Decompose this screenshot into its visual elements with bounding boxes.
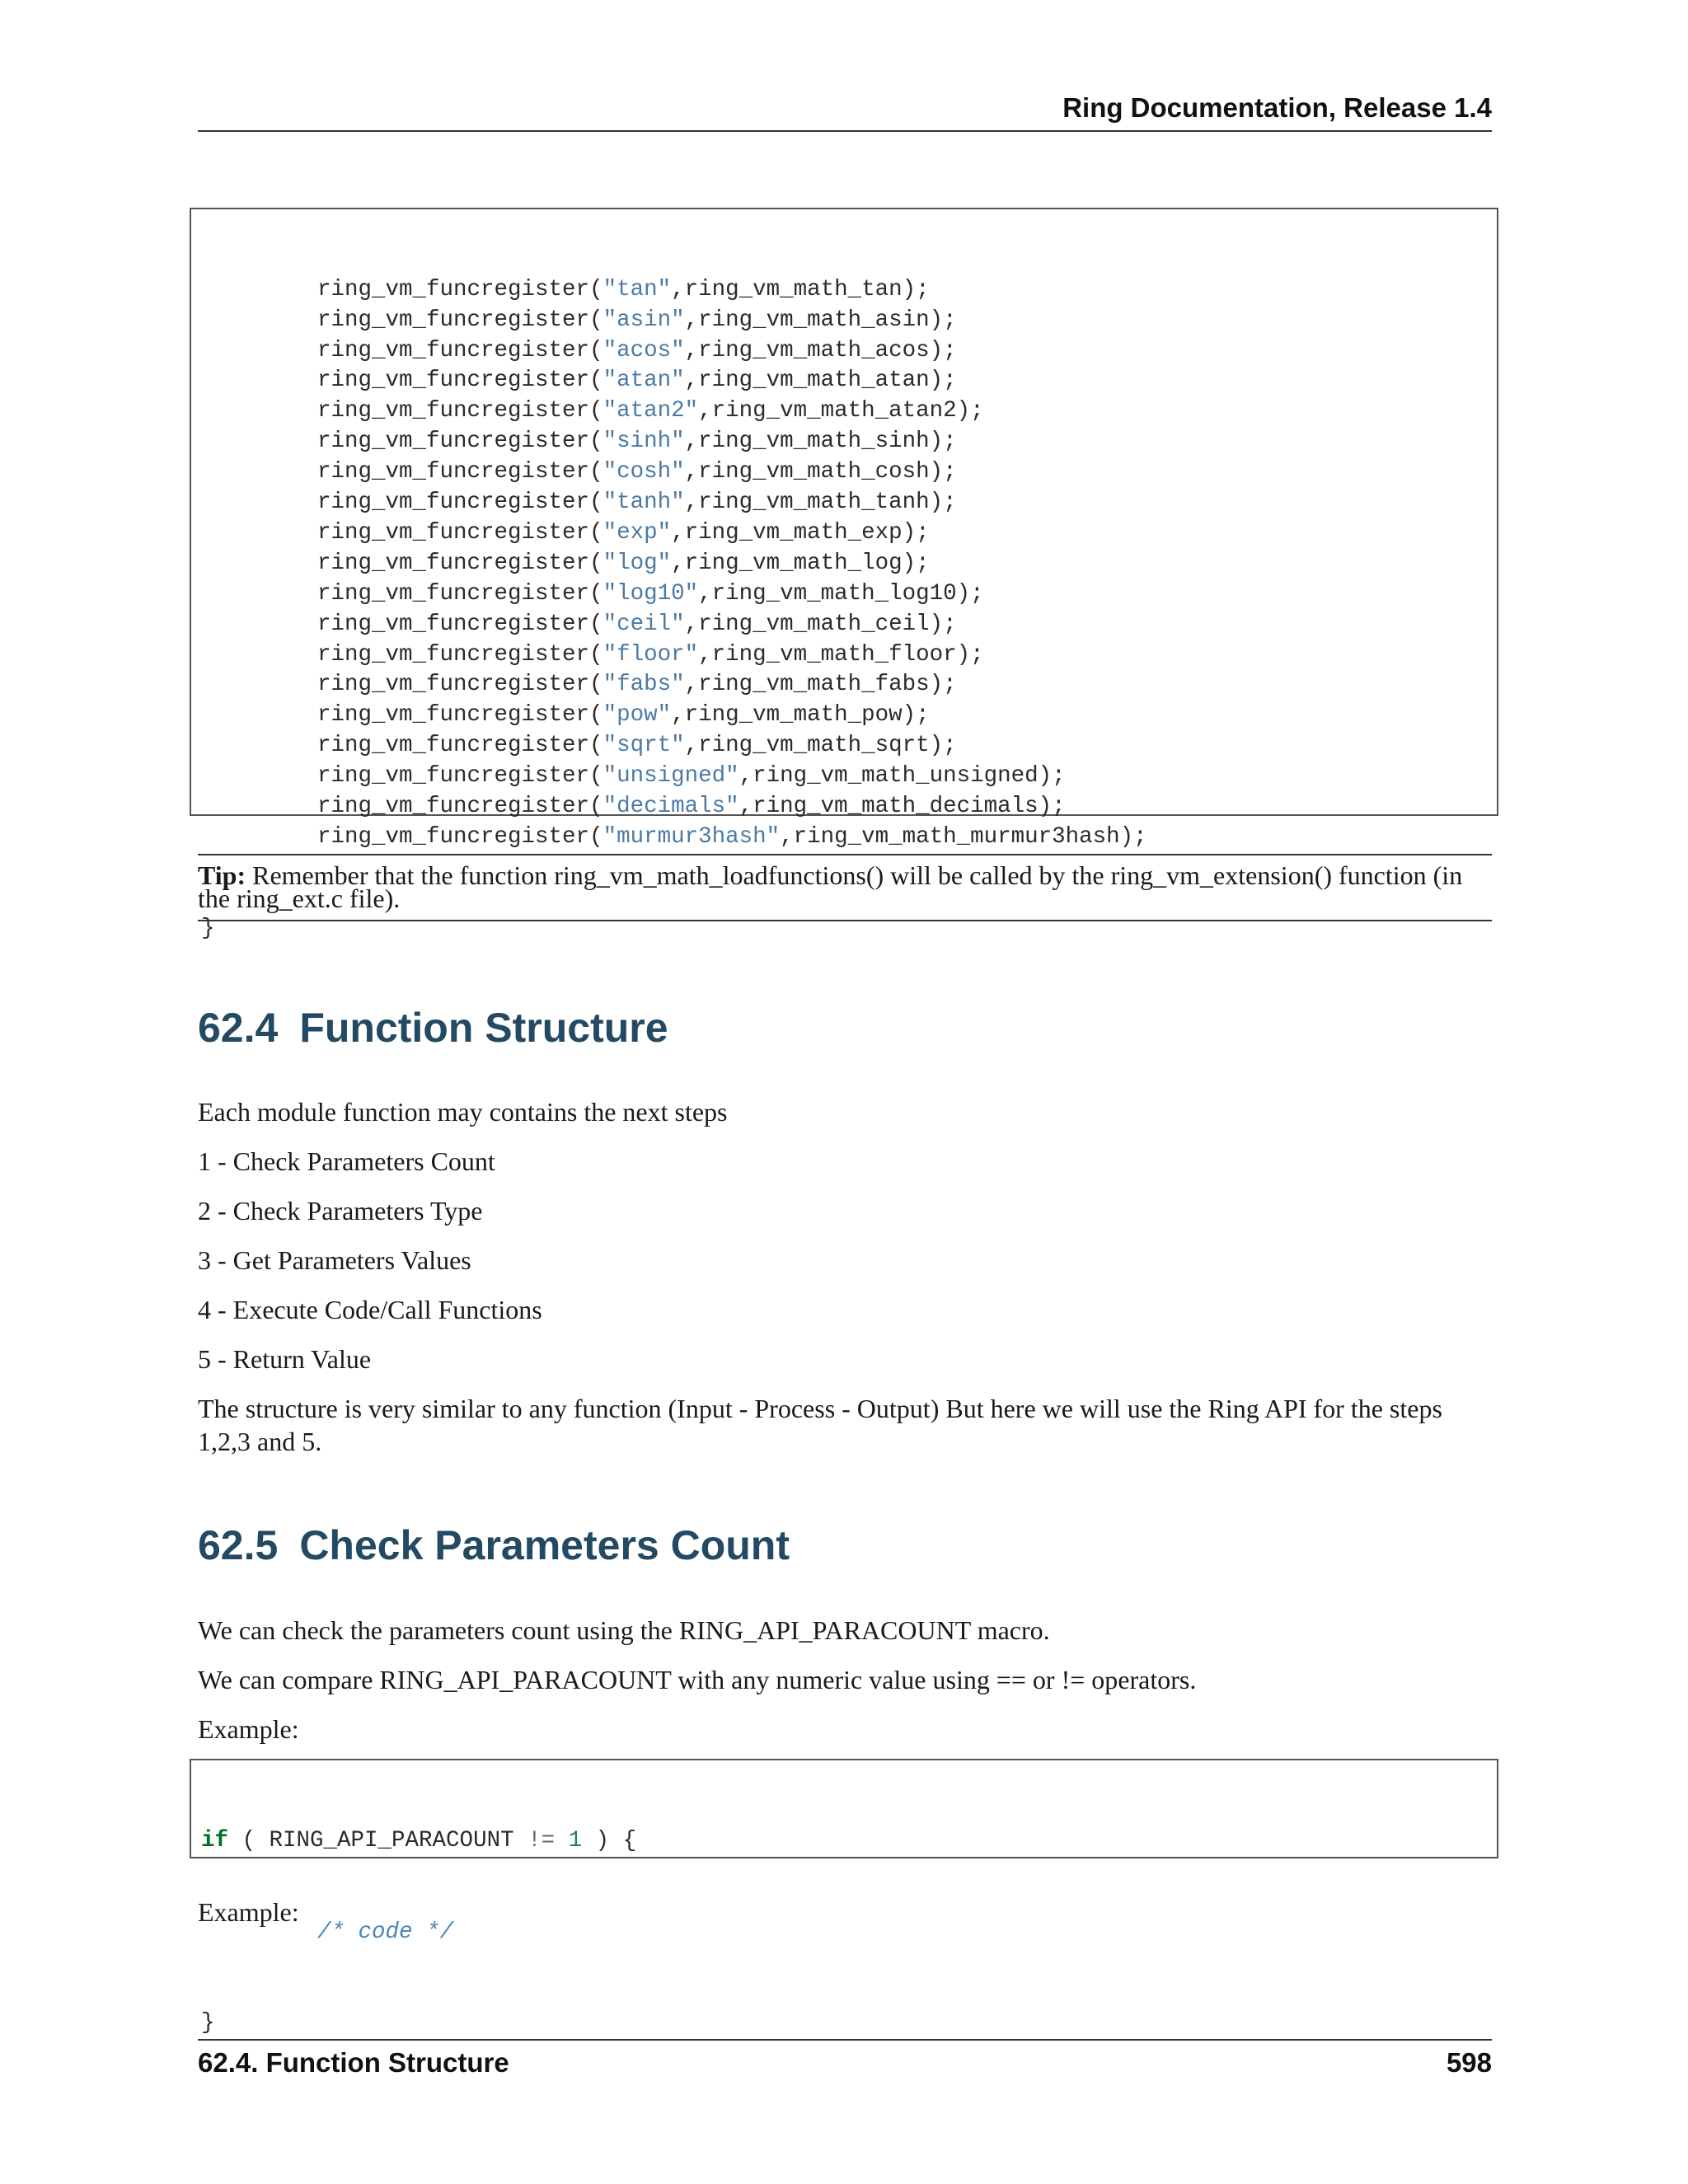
code-text: ring_vm_funcregister( [317, 702, 603, 729]
code-line [201, 457, 1497, 488]
code-text: ring_vm_funcregister( [317, 398, 603, 424]
section-heading-62-4 [198, 1004, 668, 1052]
footer-page-number: 598 [1446, 2047, 1492, 2078]
tip-admonition [198, 854, 1492, 921]
code-string: "sinh" [603, 429, 685, 455]
code-text: ring_vm_funcregister( [317, 611, 603, 637]
code-text: ring_vm_funcregister( [317, 763, 603, 790]
code-line-if [201, 1826, 1497, 1857]
code-line [201, 670, 1497, 701]
example-label: Example: [198, 1897, 299, 1927]
code-lines [201, 275, 1497, 853]
code-operator: != [528, 1827, 556, 1854]
code-comment: /* code */ [317, 1919, 454, 1945]
code-text: ,ring_vm_math_murmur3hash); [780, 823, 1147, 850]
step-item: 1 - Check Parameters Count [198, 1146, 495, 1176]
code-string: "floor" [603, 641, 699, 668]
footer-section-title: 62.4. Function Structure [198, 2047, 509, 2078]
code-text: ring_vm_funcregister( [317, 793, 603, 819]
code-string: "unsigned" [603, 763, 739, 790]
paragraph-summary: The structure is very similar to any function (Input - Process - Output) But here we will use the Ring API for the steps 1,2,3 and 5. [198, 1394, 1442, 1456]
code-line [201, 396, 1497, 427]
code-line [201, 640, 1497, 671]
code-text: ,ring_vm_math_sinh); [684, 429, 957, 455]
code-text: ,ring_vm_math_sqrt); [684, 733, 957, 759]
header-rule [198, 130, 1492, 132]
paragraph-intro: Each module function may contains the next steps [198, 1097, 728, 1127]
code-text: ,ring_vm_math_cosh); [684, 459, 957, 485]
tip-text: Remember that the function ring_vm_math_loadfunctions() will be called by the ring_vm_extension() function (in the ring_ext.c file). [198, 860, 1463, 913]
code-text: ,ring_vm_math_log10); [698, 580, 984, 607]
code-text: ,ring_vm_math_floor); [698, 641, 984, 668]
code-text: ,ring_vm_math_atan2); [698, 398, 984, 424]
example-label: Example: [198, 1714, 299, 1744]
code-string: "atan2" [603, 398, 699, 424]
code-line [201, 427, 1497, 457]
code-text: ring_vm_funcregister( [317, 337, 603, 363]
code-string: "exp" [603, 519, 672, 546]
paragraph-compare: We can compare RING_API_PARACOUNT with any numeric value using == or != operators. [198, 1665, 1197, 1694]
code-line [201, 823, 1497, 853]
code-line [201, 336, 1497, 367]
running-header: Ring Documentation, Release 1.4 [1062, 92, 1492, 123]
code-text: ,ring_vm_math_atan); [684, 368, 957, 394]
code-text: ) { [582, 1827, 637, 1854]
code-text: ring_vm_funcregister( [317, 580, 603, 607]
code-string: "pow" [603, 702, 672, 729]
code-string: "acos" [603, 337, 685, 363]
code-text: ,ring_vm_math_log); [671, 550, 930, 576]
code-text: ,ring_vm_math_acos); [684, 337, 957, 363]
code-text: ,ring_vm_math_fabs); [684, 672, 957, 698]
code-line [201, 549, 1497, 579]
code-line [201, 762, 1497, 792]
code-text: ,ring_vm_math_tanh); [684, 490, 957, 516]
section-number: 62.5 [198, 1522, 279, 1568]
paragraph-paracount: We can check the parameters count using the RING_API_PARACOUNT macro. [198, 1615, 1050, 1645]
step-item: 2 - Check Parameters Type [198, 1196, 483, 1226]
code-line [201, 306, 1497, 336]
code-string: "decimals" [603, 793, 739, 819]
code-text: ring_vm_funcregister( [317, 459, 603, 485]
code-text: ,ring_vm_math_tan); [671, 276, 930, 302]
code-text: ring_vm_funcregister( [317, 307, 603, 333]
code-text: ring_vm_funcregister( [317, 429, 603, 455]
section-title: Function Structure [299, 1005, 668, 1051]
footer-rule [198, 2039, 1492, 2041]
step-item: 4 - Execute Code/Call Functions [198, 1295, 542, 1324]
code-string: "atan" [603, 368, 685, 394]
code-text: ,ring_vm_math_unsigned); [738, 763, 1066, 790]
code-closing-brace: } [201, 915, 215, 941]
code-string: "murmur3hash" [603, 823, 781, 850]
section-number: 62.4 [198, 1005, 279, 1051]
code-line [201, 488, 1497, 518]
code-line [201, 610, 1497, 640]
code-text: ,ring_vm_math_pow); [671, 702, 930, 729]
code-text: ,ring_vm_math_decimals); [738, 793, 1066, 819]
section-heading-62-5 [198, 1521, 790, 1569]
code-text: ring_vm_funcregister( [317, 550, 603, 576]
code-line [201, 701, 1497, 731]
code-text: ring_vm_funcregister( [317, 490, 603, 516]
code-string: "sqrt" [603, 733, 685, 759]
code-line [201, 275, 1497, 306]
tip-label: Tip: [198, 860, 246, 890]
code-string: "log10" [603, 580, 699, 607]
code-number: 1 [568, 1827, 583, 1854]
code-string: "ceil" [603, 611, 685, 637]
code-text: ,ring_vm_math_asin); [684, 307, 957, 333]
code-string: "tanh" [603, 490, 685, 516]
code-text: ring_vm_funcregister( [317, 368, 603, 394]
code-string: "fabs" [603, 672, 685, 698]
code-text: ,ring_vm_math_ceil); [684, 611, 957, 637]
code-string: "asin" [603, 307, 685, 333]
step-item: 3 - Get Parameters Values [198, 1245, 471, 1275]
code-text: ring_vm_funcregister( [317, 733, 603, 759]
code-text: ring_vm_funcregister( [317, 276, 603, 302]
code-text: ( RING_API_PARACOUNT [228, 1827, 528, 1854]
code-string: "cosh" [603, 459, 685, 485]
code-line [201, 792, 1497, 823]
code-line [201, 579, 1497, 610]
code-line [201, 366, 1497, 396]
code-closing-brace: } [201, 2010, 215, 2036]
code-string: "log" [603, 550, 672, 576]
code-text: ,ring_vm_math_exp); [671, 519, 930, 546]
code-text: ring_vm_funcregister( [317, 672, 603, 698]
code-text: ring_vm_funcregister( [317, 823, 603, 850]
code-string: "tan" [603, 276, 672, 302]
section-title: Check Parameters Count [299, 1522, 790, 1568]
code-text: ring_vm_funcregister( [317, 641, 603, 668]
code-line [201, 731, 1497, 762]
code-text: ring_vm_funcregister( [317, 519, 603, 546]
code-text [555, 1828, 569, 1854]
step-item: 5 - Return Value [198, 1344, 372, 1374]
code-keyword: if [201, 1827, 229, 1854]
code-line [201, 518, 1497, 549]
